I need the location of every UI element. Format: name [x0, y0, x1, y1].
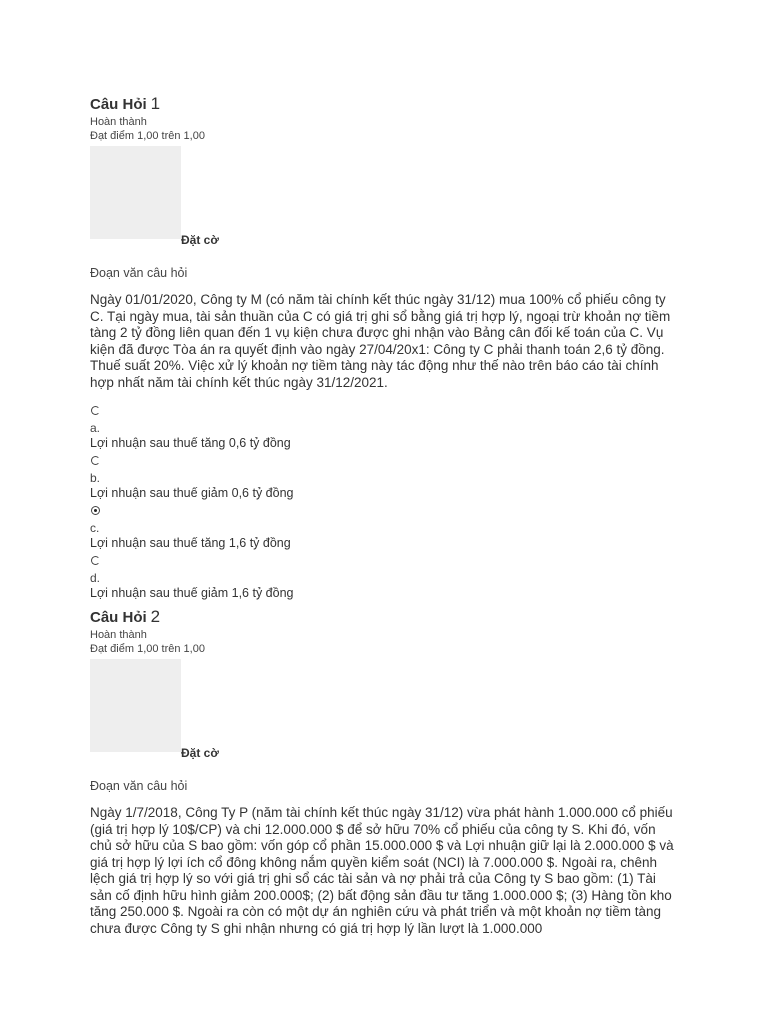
question-2-status: Hoàn thành: [90, 629, 147, 641]
answer-text-c: Lợi nhuận sau thuế tăng 1,6 tỷ đồng: [90, 536, 291, 550]
radio-c-selected[interactable]: [91, 506, 100, 515]
question-1-flag-area: [90, 146, 680, 246]
answer-option-b[interactable]: [90, 456, 680, 501]
question-1-status: Hoàn thành: [90, 116, 147, 128]
answer-text-a: Lợi nhuận sau thuế tăng 0,6 tỷ đồng: [90, 436, 291, 450]
answer-option-a[interactable]: [90, 406, 680, 451]
radio-d[interactable]: [91, 556, 100, 565]
answer-option-d[interactable]: [90, 556, 680, 601]
question-1-section-label: Đoạn văn câu hỏi: [90, 266, 188, 280]
question-1-text: Ngày 01/01/2020, Công ty M (có năm tài chính kết thúc ngày 31/12) mua 100% cổ phiếu công ty C. Tại ngày mua, tài sản thuần của C có giá trị ghi sổ bằng giá trị hợp lý, ngoại trừ khoản nợ tiềm tàng 2 tỷ đồng liên quan đến 1 vụ kiện chưa được ghi nhận vào Bảng cân đối kế toán của C. Vụ kiện đã được Tòa án ra quyết định vào ngày 27/04/20x1: Công ty C phải thanh toán 2,6 tỷ đồng. Thuế suất 20%. Việc xử lý khoản nợ tiềm tàng này tác động như thế nào trên báo cáo tài chính hợp nhất năm tài chính kết thúc ngày 31/12/2021.: [90, 292, 671, 390]
answer-letter-b: b.: [90, 471, 101, 485]
question-1-grade: Đạt điểm 1,00 trên 1,00: [90, 130, 205, 142]
answer-letter-c: c.: [90, 521, 100, 535]
flag-question-1-button[interactable]: Đặt cờ: [181, 233, 219, 247]
answer-text-b: Lợi nhuận sau thuế giảm 0,6 tỷ đồng: [90, 486, 294, 500]
flag-icon: [90, 146, 181, 239]
question-2-number: 2: [150, 607, 161, 626]
question-1-title: Câu Hỏi 1: [90, 94, 161, 113]
question-2-flag-area: [90, 659, 680, 759]
flag-question-2-button[interactable]: Đặt cờ: [181, 746, 219, 760]
question-2: [90, 607, 680, 937]
radio-a[interactable]: [91, 406, 100, 415]
answer-text-d: Lợi nhuận sau thuế giảm 1,6 tỷ đồng: [90, 586, 294, 600]
question-1-number: 1: [150, 94, 161, 113]
flag-icon: [90, 659, 181, 752]
question-2-grade: Đạt điểm 1,00 trên 1,00: [90, 643, 205, 655]
question-1-answers: [90, 406, 680, 601]
answer-letter-d: d.: [90, 571, 101, 585]
question-2-section-label: Đoạn văn câu hỏi: [90, 779, 188, 793]
question-1: [90, 94, 680, 606]
question-2-title: Câu Hỏi 2: [90, 607, 161, 626]
radio-b[interactable]: [91, 456, 100, 465]
answer-option-c[interactable]: [90, 506, 680, 551]
question-2-text: Ngày 1/7/2018, Công Ty P (năm tài chính kết thúc ngày 31/12) vừa phát hành 1.000.000 cổ phiếu (giá trị hợp lý 10$/CP) và chi 12.000.000 $ để sở hữu 70% cổ phiếu của công ty S. Khi đó, vốn chủ sở hữu của S bao gồm: vốn góp cổ phần 15.000.000 $ và Lợi nhuận giữ lại là 2.000.000 $ và giá trị hợp lý lợi ích cổ đông không nắm quyền kiểm soát (NCI) là 7.000.000 $. Ngoài ra, chênh lệch giá trị hợp lý so với giá trị ghi sổ các tài sản và nợ phải trả của Công ty S bao gồm: (1) Tài sản cố định hữu hình giảm 200.000$; (2) bất động sản đầu tư tăng 1.000.000 $; (3) Hàng tồn kho tăng 250.000 $. Ngoài ra còn có một dự án nghiên cứu và phát triển và một khoản nợ tiềm tàng chưa được Công ty S ghi nhận nhưng có giá trị hợp lý lần lượt là 1.000.000: [90, 805, 674, 936]
answer-letter-a: a.: [90, 421, 101, 435]
